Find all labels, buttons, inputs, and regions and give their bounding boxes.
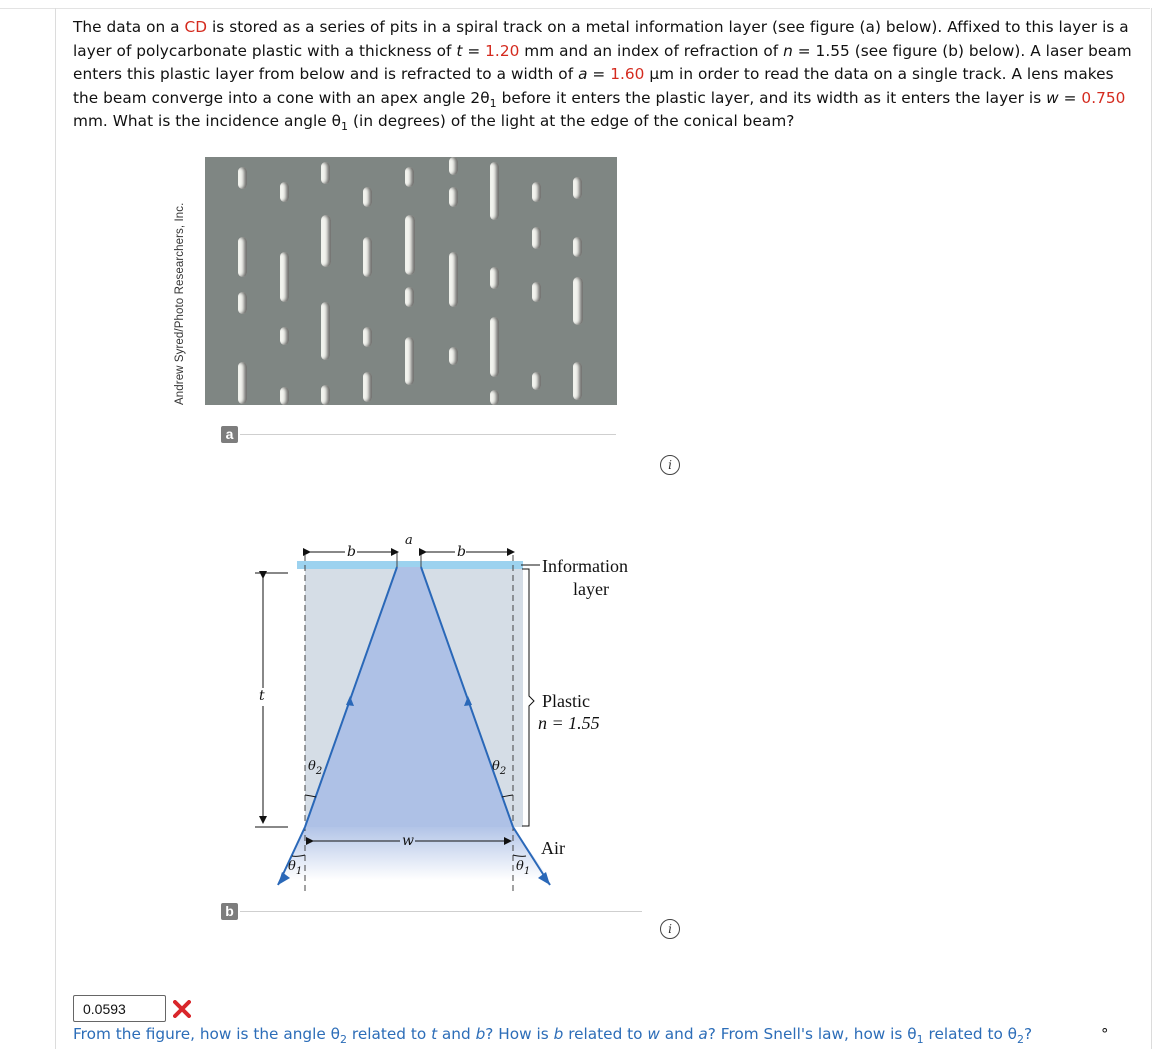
a-label: a	[405, 533, 413, 548]
incorrect-x-icon	[173, 1000, 191, 1018]
cd-refraction-diagram	[250, 530, 670, 900]
answer-input[interactable]: 0.0593	[73, 995, 166, 1022]
theta1-right: $\theta_1$	[516, 859, 531, 877]
plastic-index-label: n = 1.55	[538, 713, 600, 733]
information-layer-label-1: Information	[542, 556, 628, 576]
theta2-left: $\theta_2$	[308, 759, 323, 777]
air-label: Air	[541, 838, 565, 858]
beam-air	[280, 827, 550, 880]
information-layer-label-2: layer	[573, 579, 609, 599]
degree-unit: °	[1101, 1025, 1109, 1043]
figure-a-label: a	[221, 426, 238, 443]
theta2-right: $\theta_2$	[492, 759, 507, 777]
photo-credit: Andrew Syred/Photo Researchers, Inc.	[174, 202, 186, 405]
w-label: w	[402, 833, 414, 849]
plastic-label: Plastic	[542, 691, 590, 711]
figure-b-label: b	[221, 903, 238, 920]
figure-b-rule	[240, 911, 642, 912]
b-left-label: b	[347, 544, 356, 560]
cd-pits-photo	[205, 157, 617, 405]
question-text: The data on a CD is stored as a series of pits in a spiral track on a metal information layer (see figure (a) below). Affixed to this layer is a layer of polycarbonate plastic with a thickness of t = 1.20 mm and an index of refraction of n = 1.55 (see figure (b) below). A laser beam enters this plastic layer from below and is refracted to a width of a = 1.60 μm in order to read the data on a single track. A lens makes the beam converge into a cone with an apex angle $2\theta_1$ before it enters the plastic layer, and its width as it enters the layer is w = 0.750 mm. What is the incidence angle $\theta_1$ (in degrees) of the light at the edge of the conical beam?	[73, 18, 1132, 134]
hint-text: From the figure, how is the angle $\theta_2$ related to t and b? How is b related to w and a? From Snell's law, how is $\theta_1$ related to $\theta_2$?	[73, 1025, 1033, 1047]
theta1-left: $\theta_1$	[288, 859, 303, 877]
b-right-label: b	[457, 544, 466, 560]
figure-a-rule	[240, 434, 616, 435]
info-icon[interactable]: i	[660, 455, 680, 475]
t-label: t	[259, 688, 265, 704]
info-icon[interactable]: i	[660, 919, 680, 939]
